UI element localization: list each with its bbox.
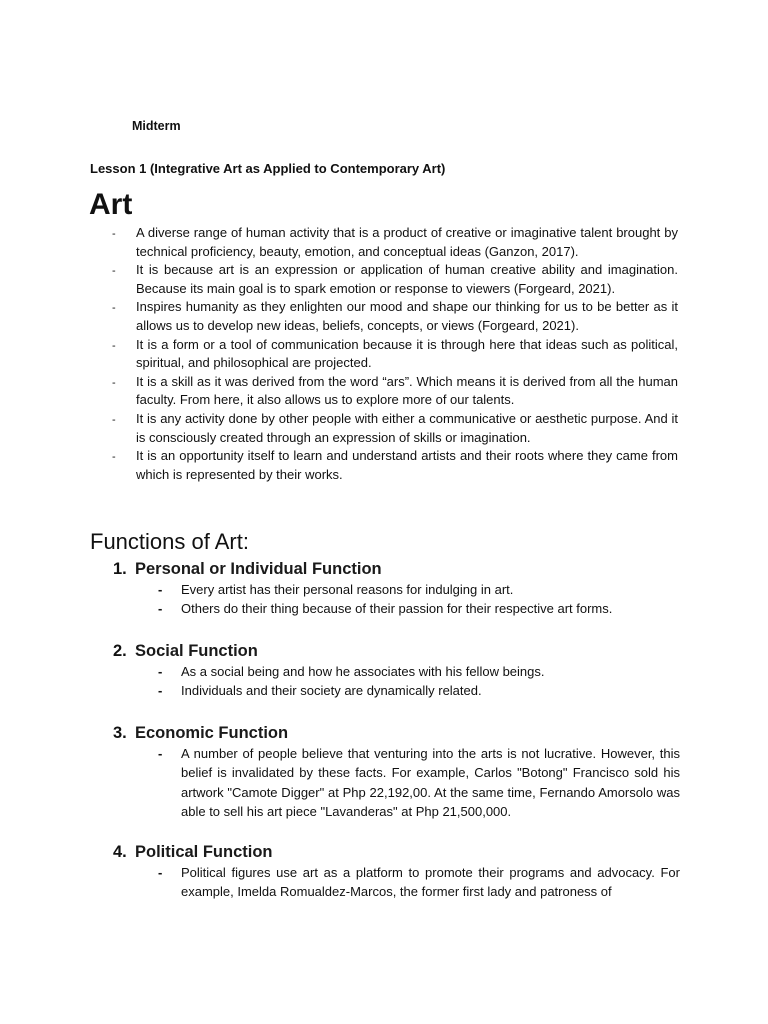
- list-item-text: It is a form or a tool of communication because it is through here that ideas such as political, spiritual, and philosophical are projected.: [136, 336, 678, 371]
- section-bullet-list: [158, 580, 680, 619]
- dash-bullet: -: [158, 865, 163, 880]
- dash-bullet: -: [112, 339, 116, 352]
- section-bullet-list: [158, 863, 680, 902]
- section-title: Economic Function: [135, 724, 289, 742]
- list-item: [110, 261, 678, 298]
- section-bullet-list: [158, 662, 680, 701]
- dash-bullet: -: [112, 376, 116, 389]
- section-title: Social Function: [135, 642, 258, 660]
- list-item: [110, 224, 678, 261]
- section-number: 2.: [113, 642, 127, 660]
- dash-bullet: -: [112, 228, 116, 240]
- dash-bullet: -: [158, 683, 163, 699]
- list-item: [110, 298, 678, 335]
- list-item: [110, 373, 678, 410]
- list-item-text: A number of people believe that venturing into the arts is not lucrative. However, this belief is invalidated by these facts. For example, Carlos "Botong" Francisco sold his artwork "Camote Digger" at Php 22,192,00. At the same time, Fernando Amorsolo was able to sell his art piece "Lavanderas" at Php 21,500,000.: [181, 746, 680, 819]
- art-definition-list: [110, 224, 678, 484]
- function-section-political: [113, 841, 679, 902]
- list-item: [158, 662, 680, 681]
- section-title: Personal or Individual Function: [135, 560, 382, 578]
- list-item-text: Others do their thing because of their passion for their respective art forms.: [181, 601, 613, 617]
- dash-bullet: -: [112, 265, 116, 278]
- lesson-title: Lesson 1 (Integrative Art as Applied to Contemporary Art): [90, 161, 446, 176]
- function-section-social: [113, 640, 679, 701]
- list-item-text: Individuals and their society are dynamically related.: [181, 683, 482, 699]
- midterm-label: Midterm: [132, 119, 181, 133]
- list-item-text: Political figures use art as a platform to promote their programs and advocacy. For example, Imelda Romualdez-Marcos, the former first lady and patroness of: [181, 865, 680, 900]
- list-item-text: Every artist has their personal reasons for indulging in art.: [181, 582, 514, 597]
- section-heading: [113, 722, 679, 744]
- list-item: [158, 744, 680, 821]
- dash-bullet: -: [112, 413, 116, 426]
- functions-heading: Functions of Art:: [90, 529, 249, 554]
- dash-bullet: -: [112, 451, 116, 464]
- dash-bullet: -: [112, 302, 116, 315]
- section-title: Political Function: [135, 843, 273, 861]
- function-section-personal: [113, 558, 679, 619]
- list-item-text: It is an opportunity itself to learn and understand artists and their roots where they came from which is represented by their works.: [136, 448, 678, 482]
- list-item: [158, 681, 680, 700]
- list-item-text: A diverse range of human activity that is a product of creative or imaginative talent brought by technical proficiency, beauty, emotion, and conceptual ideas (Ganzon, 2017).: [136, 225, 678, 259]
- art-heading: Art: [89, 188, 133, 221]
- section-number: 4.: [113, 843, 127, 861]
- dash-bullet: -: [158, 664, 163, 679]
- section-number: 3.: [113, 724, 127, 742]
- list-item-text: It is because art is an expression or application of human creative ability and imagination. Because its main goal is to spark emotion or response to viewers (Forgeard, 2021).: [136, 262, 678, 296]
- dash-bullet: -: [158, 601, 163, 617]
- list-item-text: Inspires humanity as they enlighten our mood and shape our thinking for us to be better as it allows us to develop new ideas, beliefs, concepts, or views (Forgeard, 2021).: [136, 299, 678, 333]
- section-heading: [113, 640, 679, 662]
- list-item: [158, 580, 680, 599]
- list-item: [110, 447, 678, 484]
- function-section-economic: [113, 722, 679, 821]
- dash-bullet: -: [158, 746, 163, 761]
- list-item-text: As a social being and how he associates with his fellow beings.: [181, 664, 545, 679]
- list-item: [110, 336, 678, 373]
- section-heading: [113, 558, 679, 580]
- list-item-text: It is a skill as it was derived from the word “ars”. Which means it is derived from all the human faculty. From here, it also allows us to explore more of our talents.: [136, 373, 678, 408]
- list-item: [158, 863, 680, 902]
- list-item-text: It is any activity done by other people with either a communicative or aesthetic purpose. And it is consciously created through an expression of skills or imagination.: [136, 410, 678, 445]
- section-heading: [113, 841, 679, 863]
- list-item: [158, 599, 680, 618]
- dash-bullet: -: [158, 582, 163, 597]
- section-number: 1.: [113, 560, 127, 578]
- section-bullet-list: [158, 744, 680, 821]
- list-item: [110, 410, 678, 447]
